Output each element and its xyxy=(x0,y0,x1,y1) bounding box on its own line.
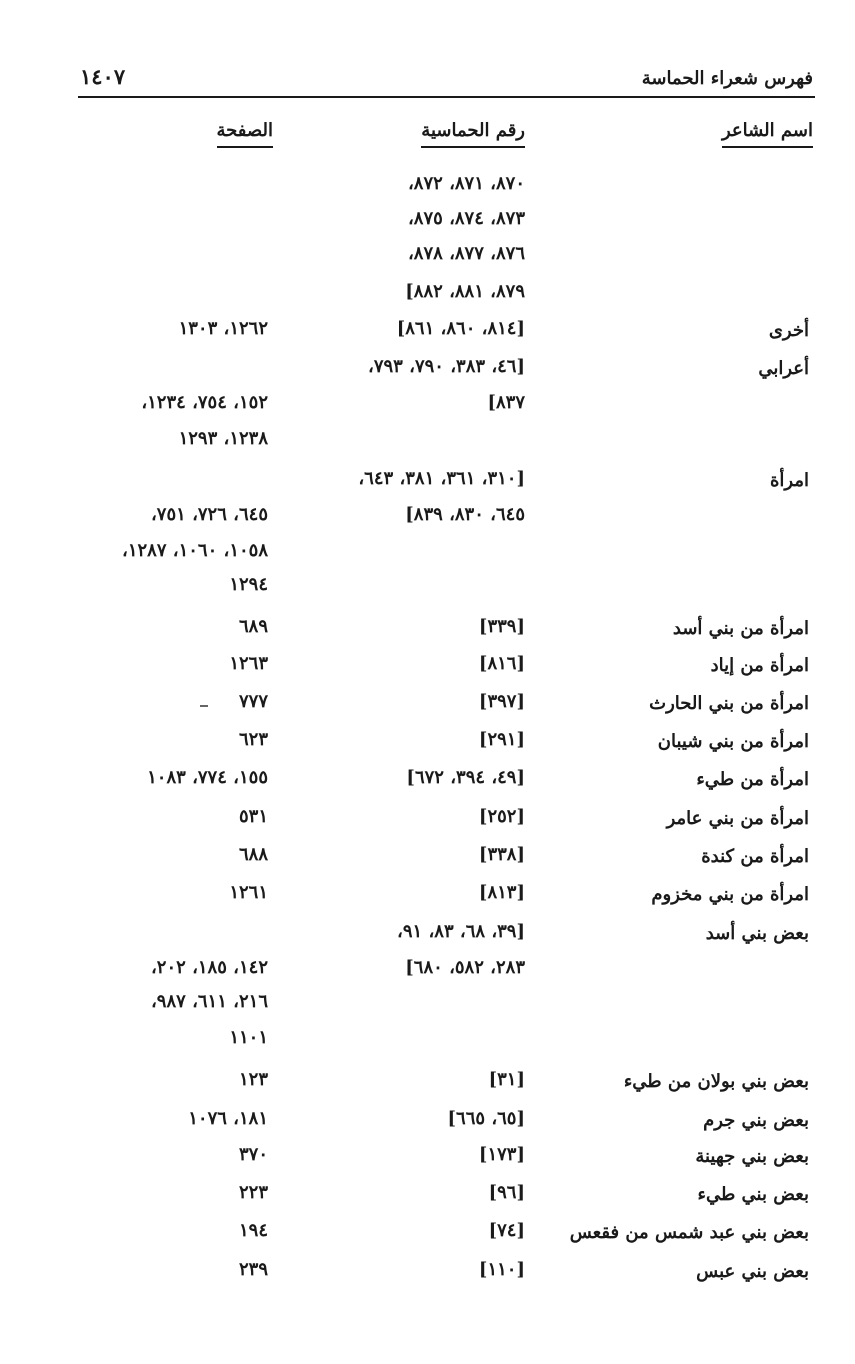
hamasa-numbers: ٨٧٠، ٨٧١، ٨٧٢، xyxy=(407,173,525,194)
hamasa-numbers: [٣٩، ٦٨، ٨٣، ٩١، xyxy=(397,921,525,942)
poet-name: امرأة من بني أسد xyxy=(672,618,809,639)
poet-name: امرأة xyxy=(769,470,809,491)
page-numbers: ٣٧٠ xyxy=(238,1144,268,1165)
poet-name: امرأة من بني شيبان xyxy=(657,731,809,752)
page-numbers: ١١٠١ xyxy=(229,1027,268,1048)
hamasa-numbers: [٣٣٨] xyxy=(478,844,525,865)
page-numbers: ١٥٢، ٧٥٤، ١٢٣٤، xyxy=(141,392,268,413)
hamasa-numbers: [٣٣٩] xyxy=(478,616,525,637)
poet-name: بعض بني جهينة xyxy=(695,1146,809,1167)
page-numbers: ٥٣١ xyxy=(238,806,268,827)
hamasa-numbers: ٨٣٧] xyxy=(487,392,525,413)
page-number: ١٤٠٧ xyxy=(80,64,126,89)
page-numbers: ٦٨٩ xyxy=(238,616,268,637)
poet-name: بعض بني طيء xyxy=(697,1184,809,1205)
page-numbers: ١٢٦٢، ١٣٠٣ xyxy=(178,318,268,339)
poet-name: بعض بني بولان من طيء xyxy=(623,1071,809,1092)
hamasa-numbers: [٣٩٧] xyxy=(478,691,525,712)
hamasa-numbers: [٨١٦] xyxy=(478,653,525,674)
hamasa-numbers: [٦٥، ٦٦٥] xyxy=(447,1108,525,1129)
hamasa-numbers: ٢٨٣، ٥٨٢، ٦٨٠] xyxy=(405,957,525,978)
page-numbers: ١٠٥٨، ١٠٦٠، ١٢٨٧، xyxy=(122,540,268,561)
hamasa-numbers: [٩٦] xyxy=(488,1182,525,1203)
page-numbers: ٢١٦، ٦١١، ٩٨٧، xyxy=(150,991,268,1012)
header-rule xyxy=(78,96,815,98)
page-numbers: ١٩٤ xyxy=(238,1220,268,1241)
hamasa-numbers: [٢٥٢] xyxy=(478,806,525,827)
page-numbers: ١٢٦٣ xyxy=(229,653,268,674)
page-numbers: ١٨١، ١٠٧٦ xyxy=(188,1108,268,1129)
poet-name: أخرى xyxy=(768,320,809,341)
running-title: فهرس شعراء الحماسة xyxy=(641,68,813,89)
ink-mark xyxy=(200,705,208,707)
hamasa-numbers: [٣١] xyxy=(488,1069,525,1090)
page-numbers: ١٥٥، ٧٧٤، ١٠٨٣ xyxy=(147,767,268,788)
page-numbers: ٧٧٧ xyxy=(238,691,268,712)
hamasa-numbers: [٣١٠، ٣٦١، ٣٨١، ٦٤٣، xyxy=(358,468,525,489)
poet-name: أعرابي xyxy=(758,358,809,379)
hamasa-numbers: [١١٠] xyxy=(478,1259,525,1280)
page-numbers: ٦٤٥، ٧٢٦، ٧٥١، xyxy=(150,504,268,525)
page-numbers: ١٤٢، ١٨٥، ٢٠٢، xyxy=(150,957,268,978)
hamasa-numbers: [٢٩١] xyxy=(478,729,525,750)
poet-name: امرأة من بني مخزوم xyxy=(651,884,809,905)
hamasa-numbers: [٧٤] xyxy=(488,1220,525,1241)
poet-name: امرأة من إياد xyxy=(710,655,809,676)
poet-name: بعض بني جرم xyxy=(703,1110,809,1131)
hamasa-numbers: [١٧٣] xyxy=(478,1144,525,1165)
hamasa-numbers: ٦٤٥، ٨٣٠، ٨٣٩] xyxy=(405,504,525,525)
poet-name: بعض بني عبد شمس من فقعس xyxy=(569,1222,809,1243)
page-numbers: ١٢٦١ xyxy=(229,882,268,903)
column-header-poet: اسم الشاعر xyxy=(722,120,813,148)
poet-name: امرأة من طيء xyxy=(696,769,809,790)
page-numbers: ٦٢٣ xyxy=(238,729,268,750)
column-header-page: الصفحة xyxy=(217,120,273,148)
page-numbers: ٢٣٩ xyxy=(238,1259,268,1280)
page-numbers: ١٢٩٤ xyxy=(229,574,268,595)
hamasa-numbers: ٨٧٣، ٨٧٤، ٨٧٥، xyxy=(407,208,525,229)
hamasa-numbers: [٨١٣] xyxy=(478,882,525,903)
poet-name: امرأة من بني الحارث xyxy=(649,693,809,714)
column-header-hamasa-number: رقم الحماسية xyxy=(421,120,525,148)
page-numbers: ٦٨٨ xyxy=(238,844,268,865)
poet-name: امرأة من كندة xyxy=(701,846,809,867)
hamasa-numbers: ٨٧٦، ٨٧٧، ٨٧٨، xyxy=(407,243,525,264)
poet-name: بعض بني عبس xyxy=(696,1261,809,1282)
poet-name: امرأة من بني عامر xyxy=(666,808,809,829)
hamasa-numbers: [٤٩، ٣٩٤، ٦٧٢] xyxy=(406,767,525,788)
page-numbers: ٢٢٣ xyxy=(238,1182,268,1203)
hamasa-numbers: [٨١٤، ٨٦٠، ٨٦١] xyxy=(396,318,525,339)
poet-name: بعض بني أسد xyxy=(705,923,809,944)
hamasa-numbers: [٤٦، ٣٨٣، ٧٩٠، ٧٩٣، xyxy=(368,356,525,377)
page-numbers: ١٢٣٨، ١٢٩٣ xyxy=(178,428,268,449)
hamasa-numbers: ٨٧٩، ٨٨١، ٨٨٢] xyxy=(405,281,525,302)
page-numbers: ١٢٣ xyxy=(238,1069,268,1090)
